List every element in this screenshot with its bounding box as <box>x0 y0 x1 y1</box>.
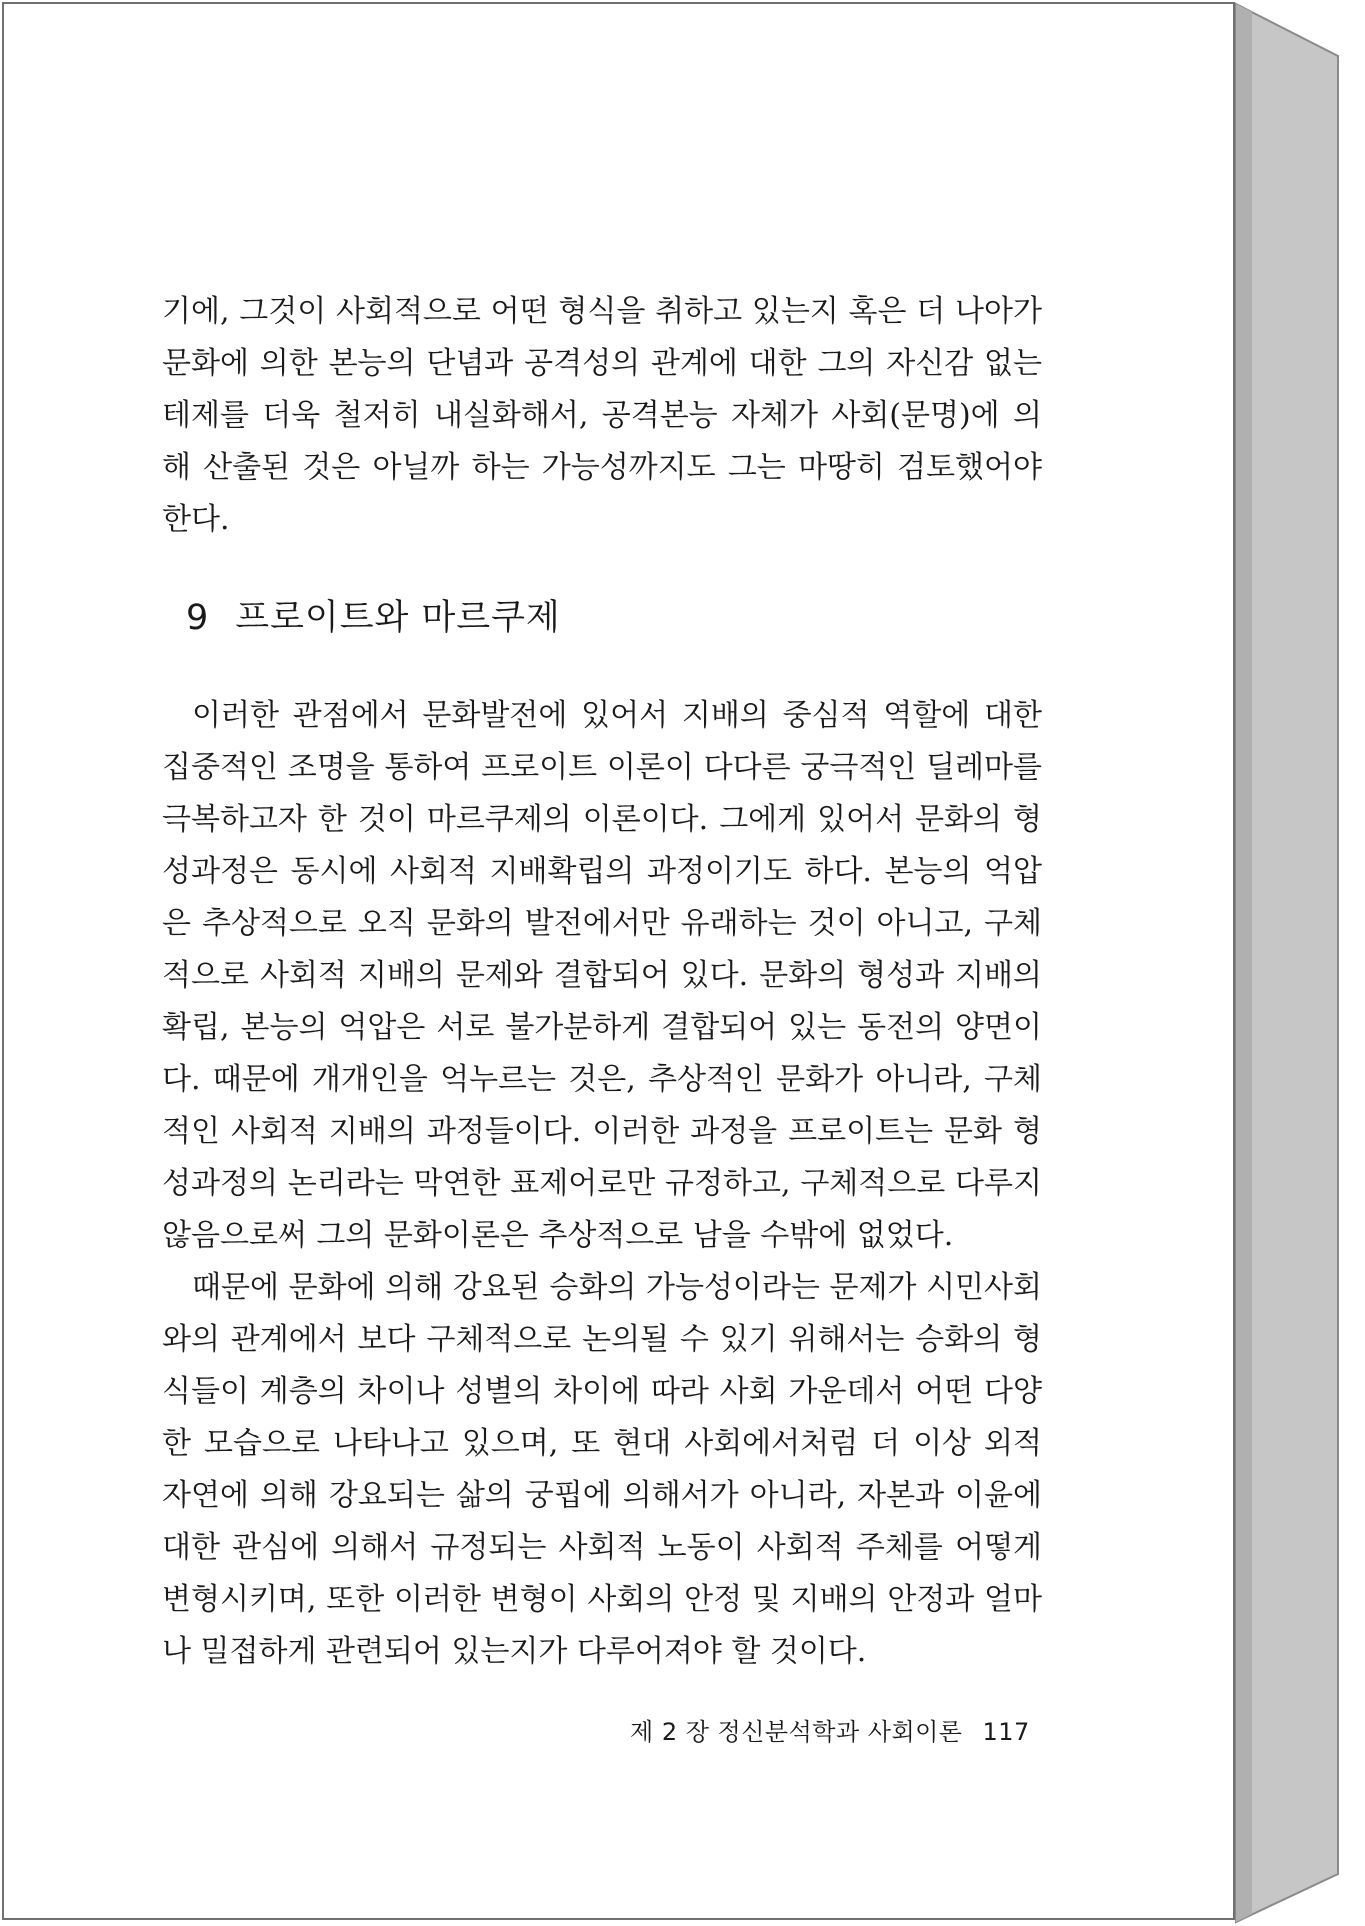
body-paragraph-2: 때문에 문화에 의해 강요된 승화의 가능성이라는 문제가 시민사회와의 관계에서 보다 구체적으로 논의될 수 있기 위해서는 승화의 형식들이 계층의 차이나 성별의 차이에 따라 사회 가운데서 어떤 다양한 모습으로 나타나고 있으며, 또 현대 사회에서처럼 더 이상 외적 자연에 의해 강요되는 삶의 궁핍에 의해서가 아니라, 자본과 이윤에 대한 관심에 의해서 규정되는 사회적 노동이 사회적 주체를 어떻게 변형시키며, 또한 이러한 변형이 사회의 안정 및 지배의 안정과 얼마나 밀접하게 관련되어 있는지가 다루어져야 할 것이다. <box>162 1270 1042 1669</box>
section-number: 9 <box>186 598 210 638</box>
running-footer <box>630 1712 1030 1747</box>
footer-chapter: 제 2 장 정신분석학과 사회이론 <box>630 1718 963 1746</box>
section-heading <box>186 590 561 640</box>
continued-paragraph: 기에, 그것이 사회적으로 어떤 형식을 취하고 있는지 혹은 더 나아가 문화에 의한 본능의 단념과 공격성의 관계에 대한 그의 자신감 없는 테제를 더욱 철저히 내실화해서, 공격본능 자체가 사회(문명)에 의해 산출된 것은 아닐까 하는 가능성까지도 그는 마땅히 검토했어야 한다. <box>162 294 1042 537</box>
section-title: 프로이트와 마르쿠제 <box>235 598 561 638</box>
book-side-shade <box>1236 4 1252 1922</box>
section-body <box>162 690 1042 1678</box>
body-paragraph-1: 이러한 관점에서 문화발전에 있어서 지배의 중심적 역할에 대한 집중적인 조명을 통하여 프로이트 이론이 다다른 궁극적인 딜레마를 극복하고자 한 것이 마르쿠제의 이론이다. 그에게 있어서 문화의 형성과정은 동시에 사회적 지배확립의 과정이기도 하다. 본능의 억압은 추상적으로 오직 문화의 발전에서만 유래하는 것이 아니고, 구체적으로 사회적 지배의 문제와 결합되어 있다. 문화의 형성과 지배의 확립, 본능의 억압은 서로 불가분하게 결합되어 있는 동전의 양면이다. 때문에 개개인을 억누르는 것은, 추상적인 문화가 아니라, 구체적인 사회적 지배의 과정들이다. 이러한 과정을 프로이트는 문화 형성과정의 논리라는 막연한 표제어로만 규정하고, 구체적으로 다루지 않음으로써 그의 문화이론은 추상적으로 남을 수밖에 없었다. <box>162 698 1042 1253</box>
page-number: 117 <box>982 1718 1030 1746</box>
